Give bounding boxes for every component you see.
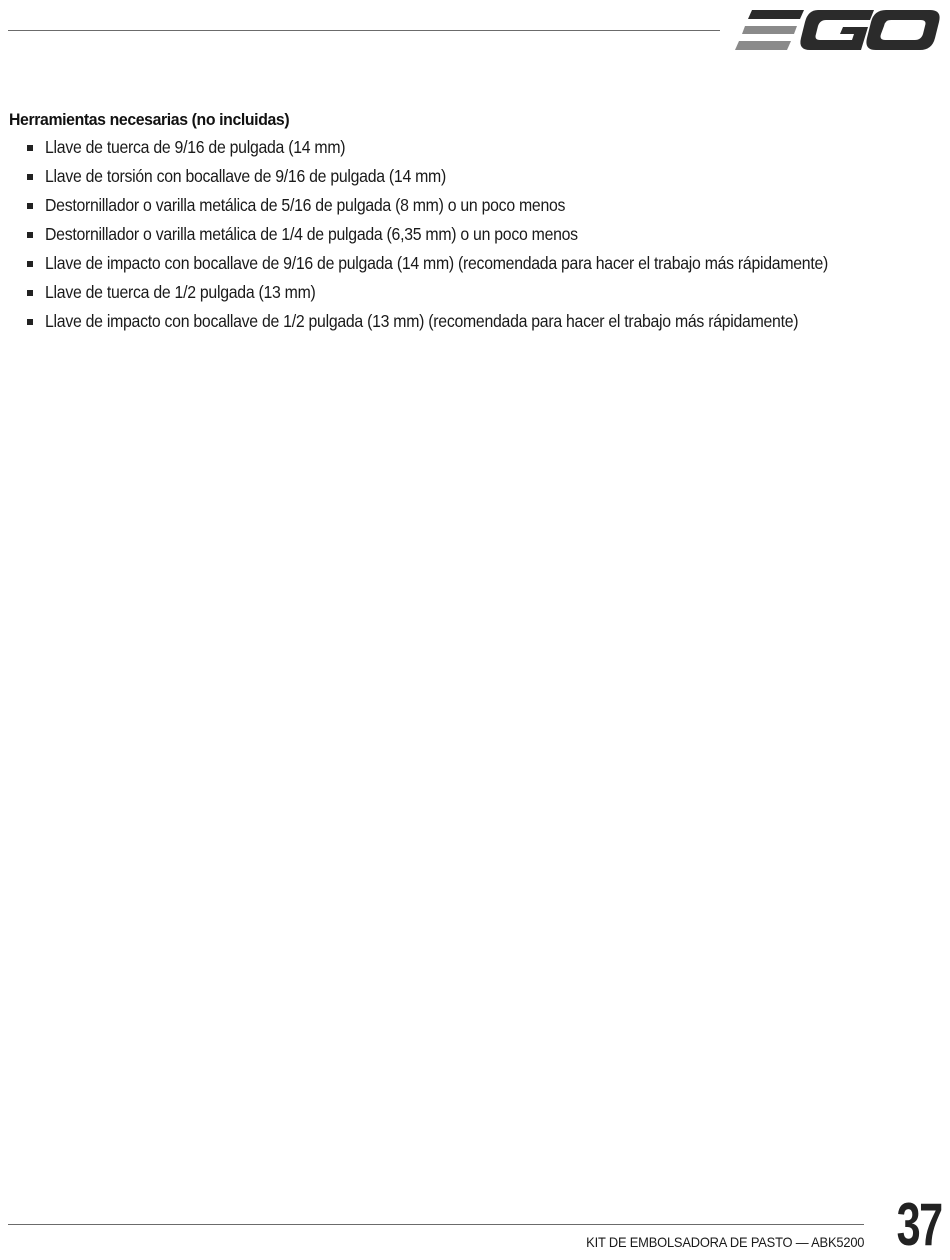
square-bullet-icon bbox=[27, 203, 33, 209]
square-bullet-icon bbox=[27, 261, 33, 267]
square-bullet-icon bbox=[27, 319, 33, 325]
list-item-text: Llave de impacto con bocallave de 1/2 pulgada (13 mm) (recomendada para hacer el trabajo más rápidamente) bbox=[45, 311, 799, 331]
logo-letter-g bbox=[800, 10, 874, 50]
list-item-text: Llave de torsión con bocallave de 9/16 de pulgada (14 mm) bbox=[45, 166, 446, 186]
tools-list bbox=[9, 136, 939, 339]
list-item bbox=[9, 165, 939, 194]
list-item bbox=[9, 252, 939, 281]
footer-document-title: KIT DE EMBOLSADORA DE PASTO — ABK5200 bbox=[585, 1234, 864, 1250]
logo-letter-o bbox=[866, 10, 939, 50]
square-bullet-icon bbox=[27, 145, 33, 151]
footer-divider bbox=[8, 1224, 864, 1225]
header-divider bbox=[8, 30, 720, 31]
list-item bbox=[9, 310, 939, 339]
ego-logo bbox=[734, 4, 940, 56]
square-bullet-icon bbox=[27, 290, 33, 296]
list-item bbox=[9, 136, 939, 165]
tools-required-section bbox=[9, 110, 939, 339]
section-heading: Herramientas necesarias (no incluidas) bbox=[9, 110, 290, 129]
list-item-text: Llave de tuerca de 1/2 pulgada (13 mm) bbox=[45, 282, 316, 302]
square-bullet-icon bbox=[27, 174, 33, 180]
list-item-text: Llave de tuerca de 9/16 de pulgada (14 mm) bbox=[45, 137, 346, 157]
list-item-text: Destornillador o varilla metálica de 1/4 de pulgada (6,35 mm) o un poco menos bbox=[45, 224, 578, 244]
page-number: 37 bbox=[896, 1191, 942, 1258]
logo-letter-e bbox=[735, 10, 804, 50]
list-item bbox=[9, 223, 939, 252]
square-bullet-icon bbox=[27, 232, 33, 238]
list-item bbox=[9, 281, 939, 310]
list-item-text: Destornillador o varilla metálica de 5/16 de pulgada (8 mm) o un poco menos bbox=[45, 195, 566, 215]
list-item bbox=[9, 194, 939, 223]
list-item-text: Llave de impacto con bocallave de 9/16 de pulgada (14 mm) (recomendada para hacer el trabajo más rápidamente) bbox=[45, 253, 828, 273]
